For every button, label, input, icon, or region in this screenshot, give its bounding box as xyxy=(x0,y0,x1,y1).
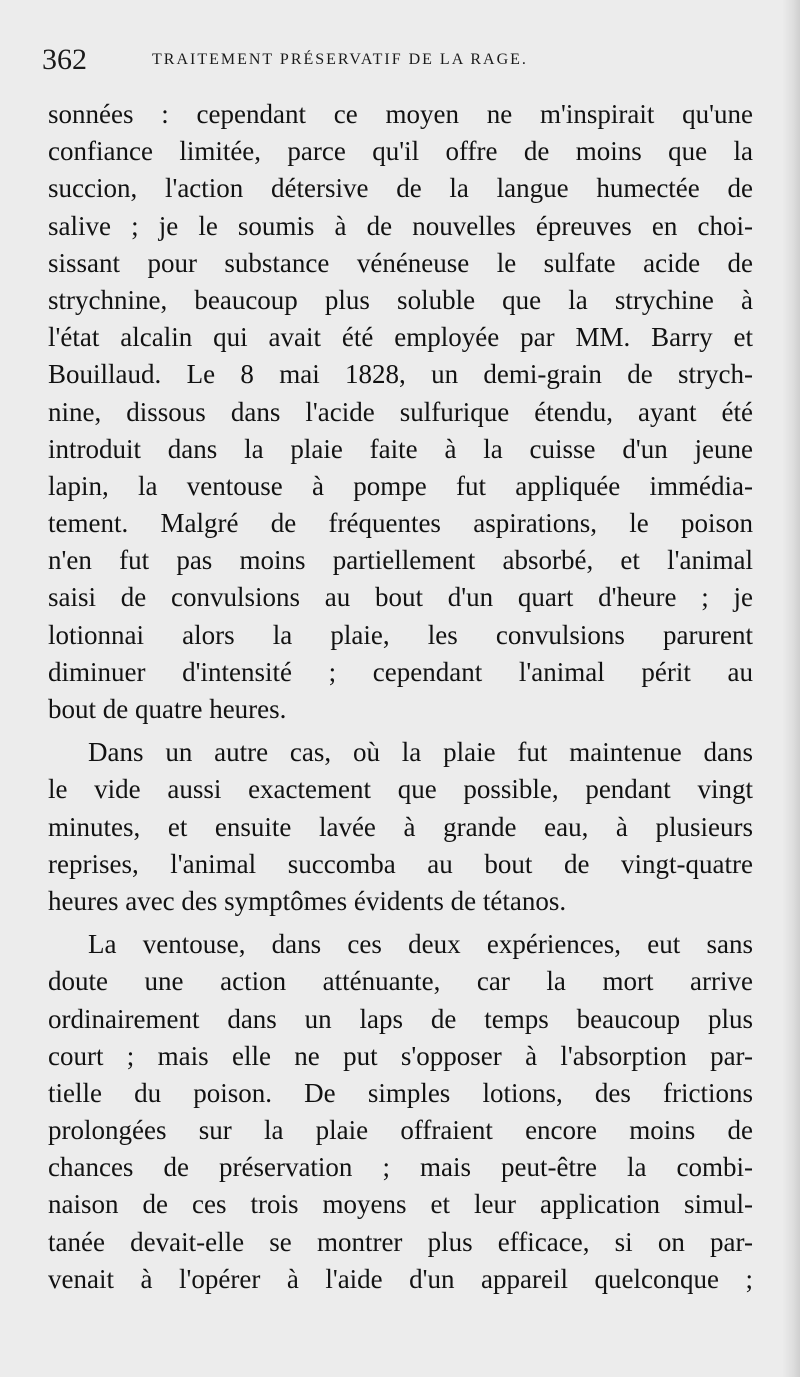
text-line: confiance limitée, parce qu'il offre de moins que la xyxy=(48,136,753,167)
scan-edge-shadow xyxy=(782,0,800,1377)
text-line: salive ; je le soumis à de nouvelles épreuves en choi- xyxy=(48,210,753,241)
page-header xyxy=(42,40,762,80)
text-line: sissant pour substance vénéneuse le sulfate acide de xyxy=(48,247,753,278)
text-line: Bouillaud. Le 8 mai 1828, un demi-grain de strych- xyxy=(48,359,753,390)
running-title: TRAITEMENT PRÉSERVATIF DE LA RAGE. xyxy=(152,51,528,68)
text-line: heures avec des symptômes évidents de tétanos. xyxy=(48,885,567,916)
body-text xyxy=(48,96,753,1298)
text-line: strychnine, beaucoup plus soluble que la strychine à xyxy=(48,284,753,315)
text-line: venait à l'opérer à l'aide d'un appareil quelconque ; xyxy=(48,1263,753,1294)
text-line: sonnées : cependant ce moyen ne m'inspirait qu'une xyxy=(48,99,753,129)
text-line: lapin, la ventouse à pompe fut appliquée immédia- xyxy=(48,470,753,501)
text-line: n'en fut pas moins partiellement absorbé, et l'animal xyxy=(48,545,753,576)
text-line: succion, l'action détersive de la langue humectée de xyxy=(48,173,753,204)
paragraph xyxy=(48,734,753,920)
text-line: minutes, et ensuite lavée à grande eau, à plusieurs xyxy=(48,811,753,842)
paragraph xyxy=(48,96,753,728)
page-number: 362 xyxy=(42,43,87,76)
text-line: doute une action atténuante, car la mort arrive xyxy=(48,966,753,997)
text-line: La ventouse, dans ces deux expériences, eut sans xyxy=(88,929,753,960)
text-line: naison de ces trois moyens et leur application simul- xyxy=(48,1189,753,1220)
paragraph xyxy=(48,926,753,1298)
text-line: lotionnai alors la plaie, les convulsions parurent xyxy=(48,619,753,650)
text-line: introduit dans la plaie faite à la cuisse d'un jeune xyxy=(48,433,753,464)
text-line: bout de quatre heures. xyxy=(48,694,287,724)
text-line: Dans un autre cas, où la plaie fut maintenue dans xyxy=(88,737,753,768)
text-line: tielle du poison. De simples lotions, des frictions xyxy=(48,1077,753,1108)
text-line: saisi de convulsions au bout d'un quart d'heure ; je xyxy=(48,582,753,613)
text-line: prolongées sur la plaie offraient encore moins de xyxy=(48,1115,753,1146)
text-line: l'état alcalin qui avait été employée par MM. Barry et xyxy=(48,322,753,353)
text-line: le vide aussi exactement que possible, pendant vingt xyxy=(48,774,753,805)
text-line: nine, dissous dans l'acide sulfurique étendu, ayant été xyxy=(48,396,753,427)
text-line: court ; mais elle ne put s'opposer à l'absorption par- xyxy=(48,1040,753,1071)
text-line: chances de préservation ; mais peut-être la combi- xyxy=(48,1152,753,1183)
text-line: tement. Malgré de fréquentes aspirations, le poison xyxy=(48,508,753,539)
text-line: diminuer d'intensité ; cependant l'animal périt au xyxy=(48,656,753,687)
text-line: reprises, l'animal succomba au bout de vingt-quatre xyxy=(48,848,753,879)
text-line: ordinairement dans un laps de temps beaucoup plus xyxy=(48,1003,753,1034)
text-line: tanée devait-elle se montrer plus efficace, si on par- xyxy=(48,1226,753,1257)
